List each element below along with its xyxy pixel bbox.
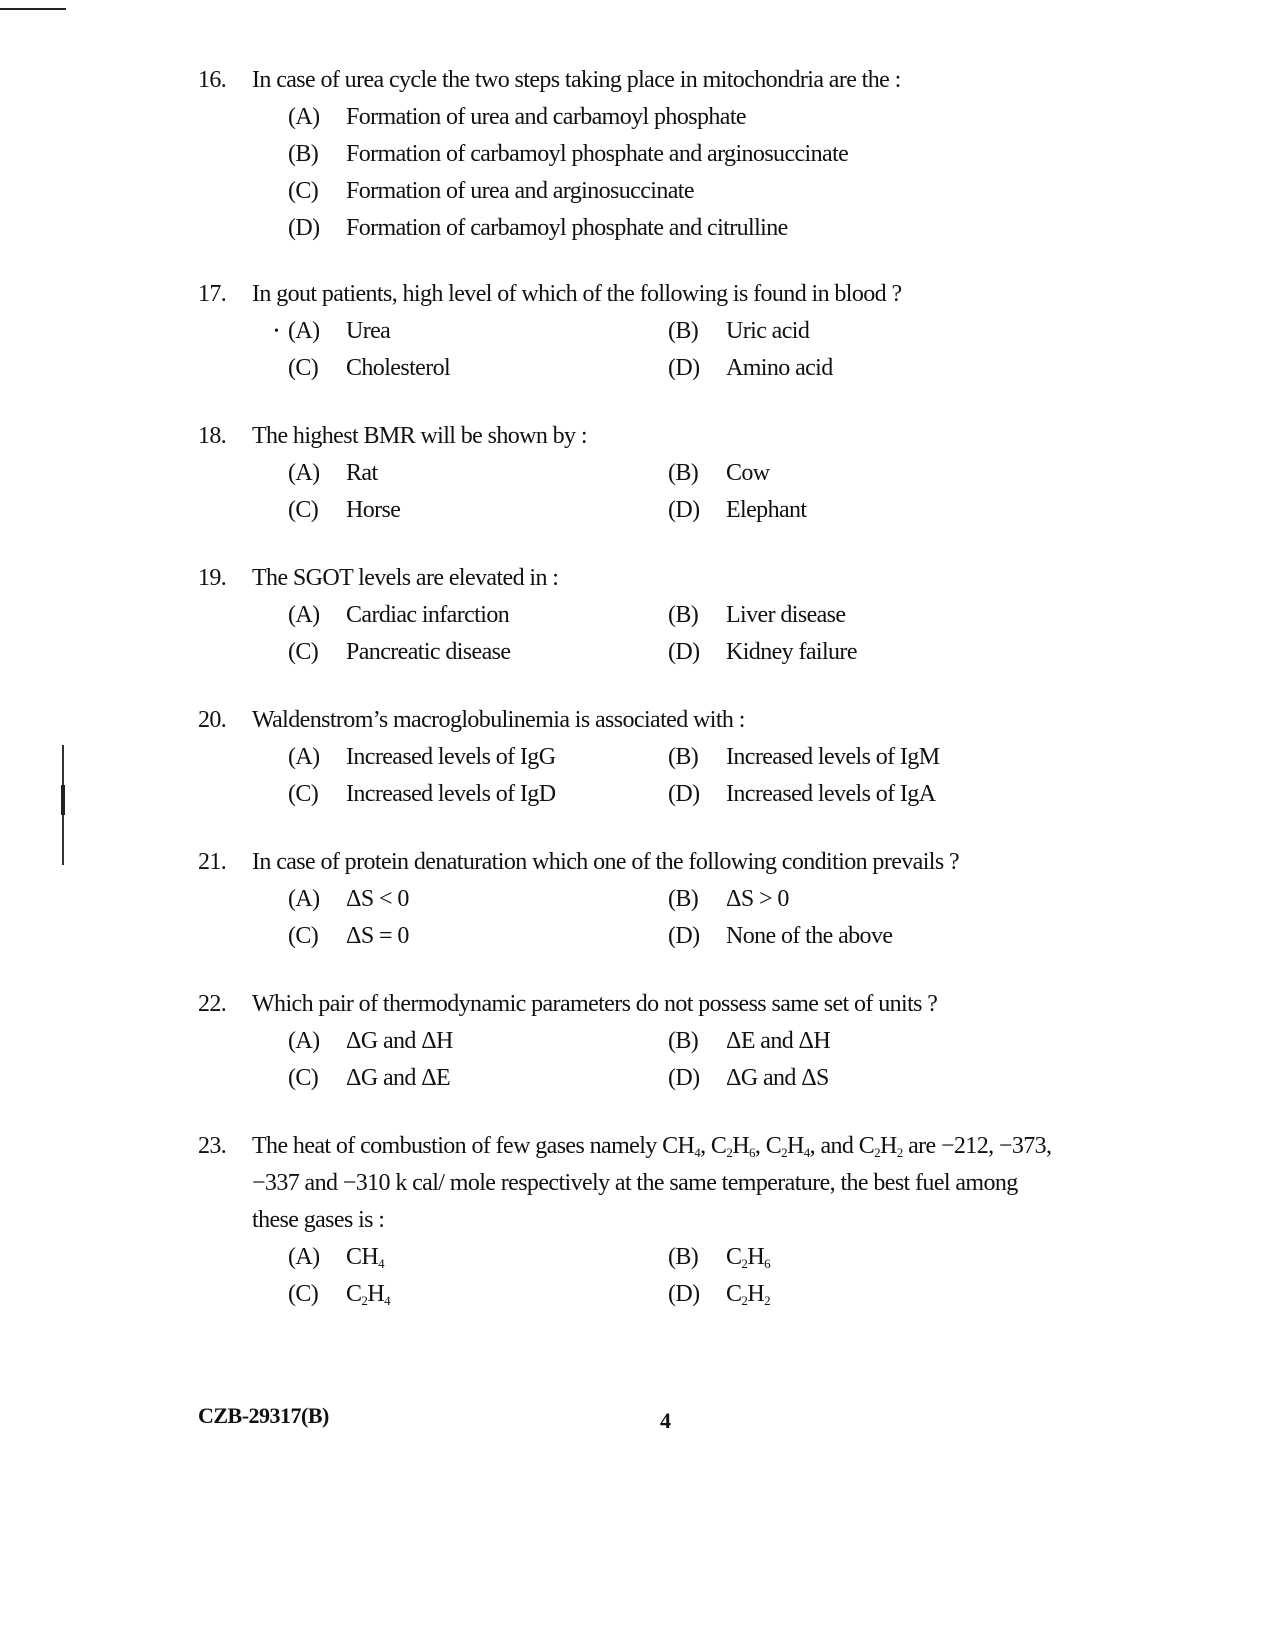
scan-margin-mark <box>62 745 68 865</box>
question-text: Which pair of thermodynamic parameters do not possess same set of units ? <box>252 991 938 1017</box>
top-rule <box>0 8 66 10</box>
page-number: 4 <box>660 1408 671 1433</box>
question-17: 17. In gout patients, high level of which of the following is found in blood ? • (A) Urea (B) Uric acid (C) Cholesterol (D) Amino acid <box>198 276 1058 387</box>
question-20: 20. Waldenstrom’s macroglobulinemia is associated with : (A) Increased levels of IgG (B) Increased levels of IgM (C) Increased levels of IgD (D) Increased levels of IgA <box>198 702 1058 813</box>
question-number: 22. <box>198 991 227 1017</box>
question-text: The SGOT levels are elevated in : <box>252 565 559 591</box>
question-text: In case of protein denaturation which one of the following condition prevails ? <box>252 849 960 875</box>
question-16: 16. In case of urea cycle the two steps taking place in mitochondria are the : (A) Formation of urea and carbamoyl phosphate (B) Formation of carbamoyl phosphate and arginosuccinate (C) Formation of urea and arginosuccinate (D) Formation of carbamoyl phosphate and citrulline <box>198 62 1058 247</box>
question-number: 20. <box>198 707 227 733</box>
paper-code: CZB-29317(B) <box>198 1403 329 1428</box>
question-number: 21. <box>198 849 227 875</box>
question-text: Waldenstrom’s macroglobulinemia is associated with : <box>252 707 745 733</box>
question-number: 23. <box>198 1133 227 1159</box>
question-number: 18. <box>198 423 227 449</box>
question-22: 22. Which pair of thermodynamic parameters do not possess same set of units ? (A) ΔG and ΔH (B) ΔE and ΔH (C) ΔG and ΔE (D) ΔG and ΔS <box>198 986 1058 1097</box>
stray-dot-mark: • <box>274 324 279 339</box>
question-number: 19. <box>198 565 227 591</box>
question-18: 18. The highest BMR will be shown by : (A) Rat (B) Cow (C) Horse (D) Elephant <box>198 418 1058 529</box>
question-number: 17. <box>198 281 227 307</box>
question-number: 16. <box>198 67 227 93</box>
question-text: The heat of combustion of few gases namely $CH_4$, $C_2H_6$, $C_2H_4$, and $C_2H_2$ are −212, −373, −337 and −310 k cal/ mole respectively at the same temperature, the best fuel among these gases is : <box>252 1133 1052 1233</box>
question-21: 21. In case of protein denaturation which one of the following condition prevails ? (A) ΔS < 0 (B) ΔS > 0 (C) ΔS = 0 (D) None of the above <box>198 844 1058 955</box>
question-text: The highest BMR will be shown by : <box>252 423 587 449</box>
question-text: In gout patients, high level of which of the following is found in blood ? <box>252 281 902 307</box>
question-23: 23. The heat of combustion of few gases namely $CH_4$, $C_2H_6$, $C_2H_4$, and $C_2H_2$ are −212, −373, −337 and −310 k cal/ mole respectively at the same temperature, the best fuel among these gases is : (A) $CH_4$ (B) $C_2H_6$ (C) $C_2H_4$ (D) $C_2H_2$ <box>198 1128 1058 1313</box>
question-text: In case of urea cycle the two steps taking place in mitochondria are the : <box>252 67 901 93</box>
question-19: 19. The SGOT levels are elevated in : (A) Cardiac infarction (B) Liver disease (C) Pancreatic disease (D) Kidney failure <box>198 560 1058 671</box>
